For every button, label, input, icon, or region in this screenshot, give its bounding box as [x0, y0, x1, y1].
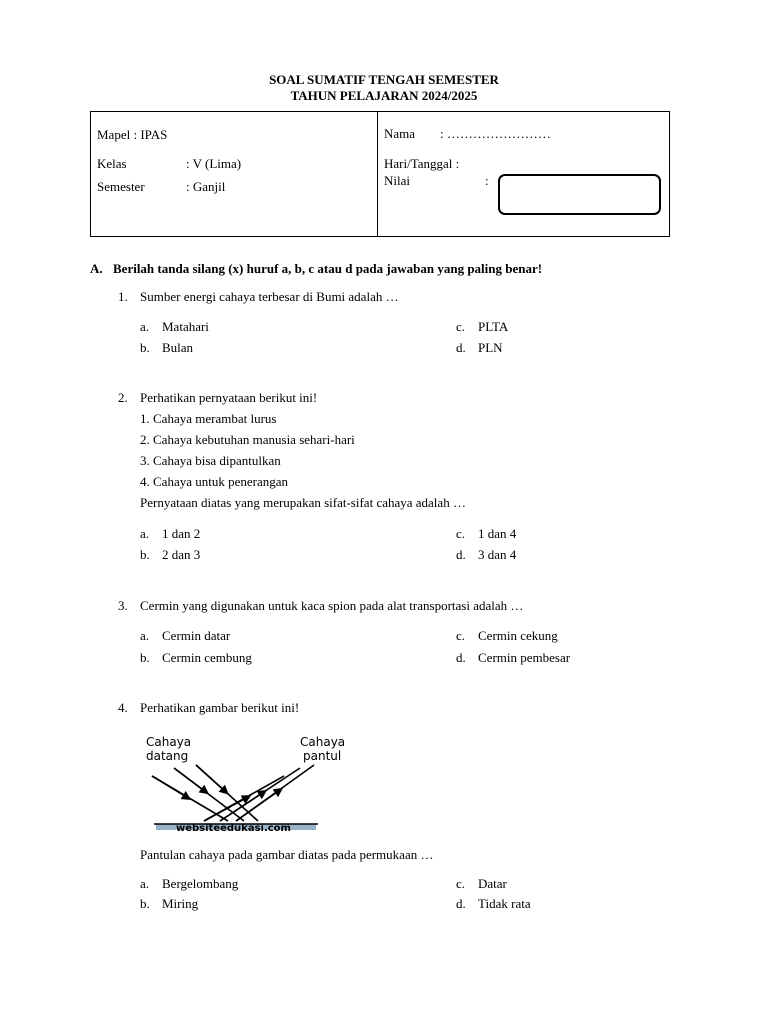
subject-label: Mapel : IPAS — [97, 127, 168, 142]
option-letter: c. — [456, 876, 466, 891]
option-text: Datar — [478, 876, 507, 891]
option-text: 1 dan 4 — [478, 526, 517, 541]
score-label: Nilai — [384, 173, 410, 188]
statement-item: 4. Cahaya untuk penerangan — [140, 474, 289, 489]
question-text: Perhatikan pernyataan berikut ini! — [140, 390, 318, 405]
option-text: 2 dan 3 — [162, 547, 201, 562]
date-label: Hari/Tanggal : — [384, 156, 460, 171]
question-text: Cermin yang digunakan untuk kaca spion pada alat transportasi adalah … — [140, 598, 524, 613]
statement-item: 1. Cahaya merambat lurus — [140, 411, 277, 426]
option-letter: d. — [456, 547, 466, 562]
question-number: 2. — [118, 390, 128, 405]
option-letter: b. — [140, 896, 150, 911]
option-text: 3 dan 4 — [478, 547, 517, 562]
option-letter: a. — [140, 876, 150, 891]
option-letter: c. — [456, 319, 466, 334]
question-text: Perhatikan gambar berikut ini! — [140, 700, 300, 715]
option-letter: d. — [456, 650, 466, 665]
option-text: 1 dan 2 — [162, 526, 201, 541]
statement-item: 3. Cahaya bisa dipantulkan — [140, 453, 281, 468]
score-box — [498, 174, 661, 215]
name-field: : …………………… — [440, 126, 551, 141]
figure-watermark: websiteedukasi.com — [176, 823, 291, 834]
option-letter: b. — [140, 340, 150, 355]
option-letter: d. — [456, 340, 466, 355]
option-text: Cermin pembesar — [478, 650, 571, 665]
question-number: 4. — [118, 700, 128, 715]
option-text: Cermin cembung — [162, 650, 252, 665]
section-instruction: Berilah tanda silang (x) huruf a, b, c atau d pada jawaban yang paling benar! — [113, 261, 543, 276]
option-letter: d. — [456, 896, 466, 911]
semester-value: : Ganjil — [186, 179, 226, 194]
option-letter: c. — [456, 526, 466, 541]
option-text: Tidak rata — [478, 896, 531, 911]
option-letter: b. — [140, 547, 150, 562]
incident-label-line2: datang — [146, 749, 189, 763]
option-letter: c. — [456, 628, 466, 643]
question-prompt: Pantulan cahaya pada gambar diatas pada permukaan … — [140, 847, 434, 862]
incident-ray-arrow — [152, 776, 188, 798]
statement-item: 2. Cahaya kebutuhan manusia sehari-hari — [140, 432, 355, 447]
option-text: Bergelombang — [162, 876, 239, 891]
class-value: : V (Lima) — [186, 156, 242, 171]
question-number: 1. — [118, 289, 128, 304]
option-text: PLTA — [478, 319, 509, 334]
option-letter: a. — [140, 526, 150, 541]
section-letter: A. — [90, 261, 103, 276]
name-label: Nama — [384, 126, 416, 141]
option-letter: b. — [140, 650, 150, 665]
question-prompt: Pernyataan diatas yang merupakan sifat-sifat cahaya adalah … — [140, 495, 466, 510]
option-letter: a. — [140, 628, 150, 643]
incident-label-line1: Cahaya — [146, 735, 192, 749]
option-text: Miring — [162, 896, 199, 911]
question-number: 3. — [118, 598, 128, 613]
option-text: Cermin cekung — [478, 628, 558, 643]
option-letter: a. — [140, 319, 150, 334]
reflected-label-line2: pantul — [303, 749, 342, 763]
option-text: Bulan — [162, 340, 194, 355]
reflected-label-line1: Cahaya — [300, 735, 346, 749]
option-text: Matahari — [162, 319, 209, 334]
question-text: Sumber energi cahaya terbesar di Bumi adalah … — [140, 289, 399, 304]
score-colon: : — [485, 173, 489, 188]
semester-label: Semester — [97, 179, 145, 194]
exam-year: TAHUN PELAJARAN 2024/2025 — [290, 88, 478, 103]
option-text: PLN — [478, 340, 503, 355]
option-text: Cermin datar — [162, 628, 231, 643]
info-box-divider — [377, 112, 378, 236]
exam-title: SOAL SUMATIF TENGAH SEMESTER — [269, 72, 499, 87]
class-label: Kelas — [97, 156, 127, 171]
incident-ray-arrow — [174, 768, 206, 792]
student-info-box — [90, 111, 670, 237]
